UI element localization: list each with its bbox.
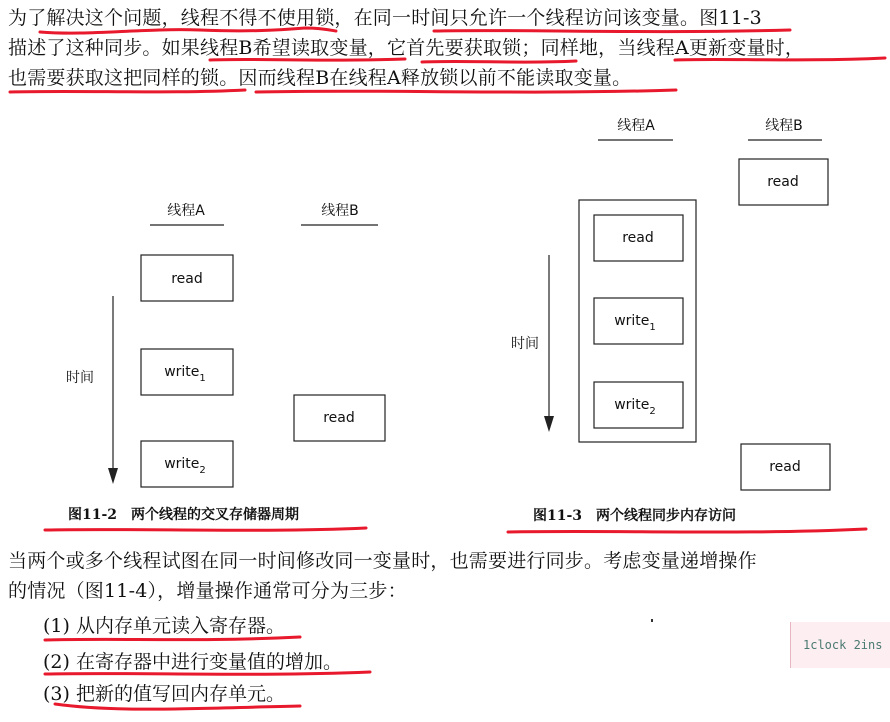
fig2-b-op-1: read <box>323 410 355 426</box>
figure-11-3 <box>511 117 830 524</box>
fig2-caption: 图11-2 两个线程的交叉存储器周期 <box>68 507 300 523</box>
fig3-a-op-3: write$_2$ <box>614 397 656 417</box>
fig2-thread-a-header: 线程A <box>167 203 205 219</box>
fig2-a-op-3: write$_2$ <box>164 456 206 476</box>
fig3-thread-b-header: 线程B <box>765 118 803 134</box>
fig3-a-op-1: read <box>622 230 654 246</box>
intro-line-2: 描述了这种同步。如果线程B希望读取变量，它首先要获取锁；同样地，当线程A更新变量时， <box>8 37 805 59</box>
fig3-b-op-2: read <box>769 459 801 475</box>
para2-line-1: 当两个或多个线程试图在同一时间修改同一变量时，也需要进行同步。考虑变量递增操作 <box>8 550 757 572</box>
fig3-caption: 图11-3 两个线程同步内存访问 <box>533 508 737 524</box>
fig3-time-arrowhead-icon <box>544 416 554 432</box>
fig3-thread-a-header: 线程A <box>617 118 655 134</box>
fig3-b-op-1: read <box>767 174 799 190</box>
figure-11-2 <box>66 202 385 523</box>
fig2-time-arrowhead-icon <box>108 468 118 484</box>
fig2-time-label: 时间 <box>66 370 94 386</box>
overlay-snippet: 1clock 2ins <box>790 622 890 668</box>
second-paragraph <box>8 546 757 606</box>
fig2-thread-b-header: 线程B <box>321 203 359 219</box>
fig2-a-op-2: write$_1$ <box>164 364 206 384</box>
step-3: (3) 把新的值写回内存单元。 <box>43 683 285 705</box>
para2-line-2: 的情况（图11-4），增量操作通常可分为三步： <box>8 580 407 602</box>
step-2: (2) 在寄存器中进行变量值的增加。 <box>43 651 342 673</box>
ink-dot <box>651 619 653 622</box>
fig3-time-label: 时间 <box>511 336 539 352</box>
intro-line-3: 也需要获取这把同样的锁。因而线程B在线程A释放锁以前不能读取变量。 <box>8 67 632 89</box>
intro-line-1: 为了解决这个问题，线程不得不使用锁，在同一时间只允许一个线程访问该变量。图11-3 <box>8 7 762 29</box>
step-1: (1) 从内存单元读入寄存器。 <box>43 615 285 637</box>
fig3-a-op-2: write$_1$ <box>614 313 656 333</box>
fig2-a-op-1: read <box>171 271 203 287</box>
